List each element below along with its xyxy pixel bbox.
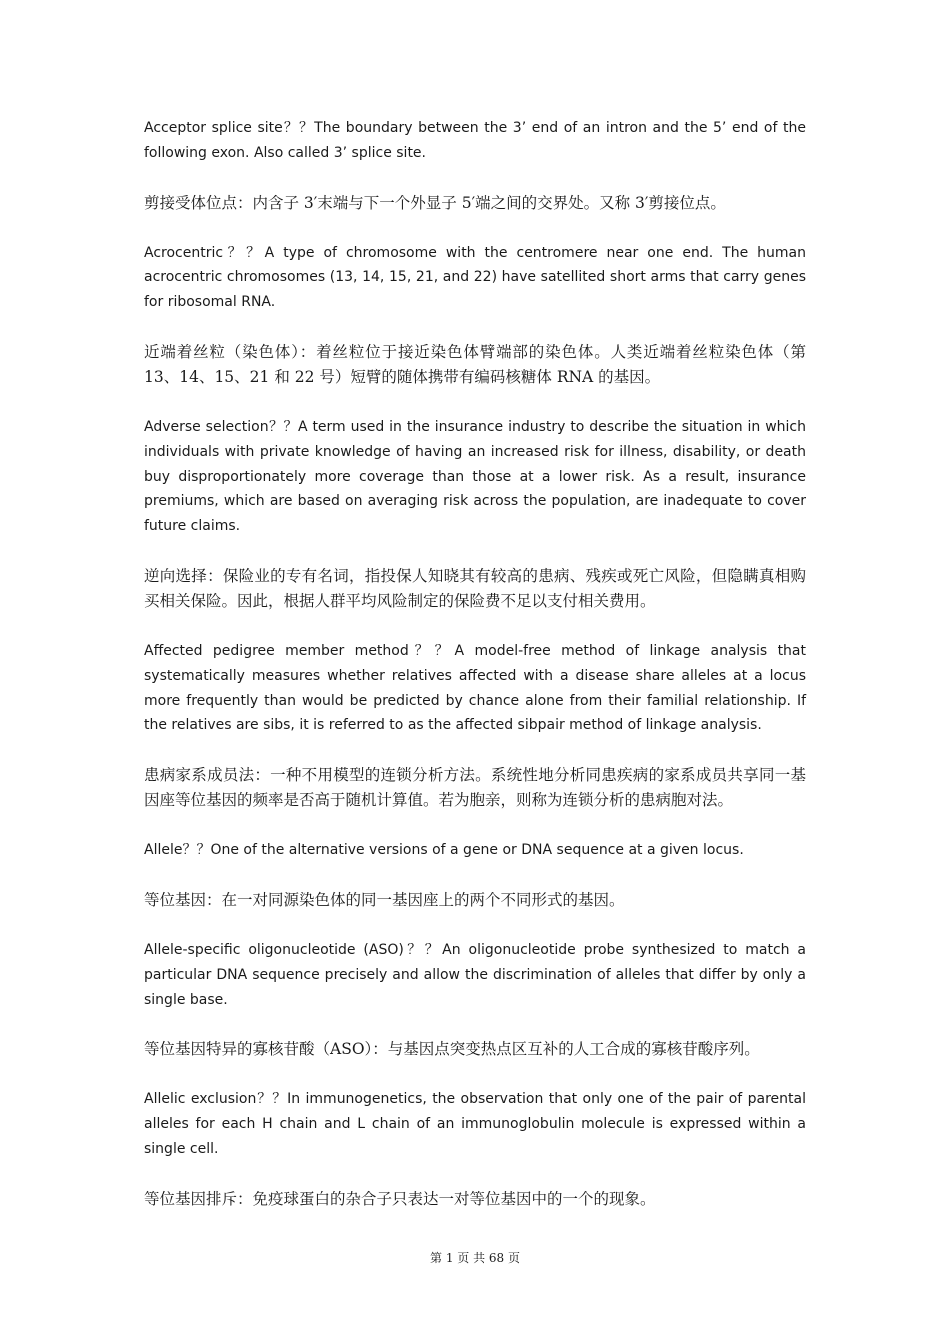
- entry-zh-affected-pedigree-member-method: 患病家系成员法：一种不用模型的连锁分析方法。系统性地分析同患疾病的家系成员共享同一基因座等位基因的频率是否高于随机计算值。若为胞亲，则称为连锁分析的患病胞对法。: [144, 766, 806, 810]
- entry-zh-allele-specific-oligonucleotide: 等位基因特异的寡核苷酸（ASO）：与基因点突变热点区互补的人工合成的寡核苷酸序列。: [144, 1040, 760, 1059]
- entry-en-adverse-selection: Adverse selection？？A term used in the insurance industry to describe the situation in which individuals with private knowledge of having an increased risk for illness, disability, or death buy disproportionately more coverage than those at a lower risk. As a result, insurance premiums, which are based on averaging risk across the population, are inadequate to cover future claims.: [144, 418, 806, 535]
- entry-en-allelic-exclusion: Allelic exclusion？？In immunogenetics, the observation that only one of the pair of parental alleles for each H chain and L chain of an immunoglobulin molecule is expressed within a single cell.: [144, 1091, 806, 1157]
- page-number-footer: 第 1 页 共 68 页: [430, 1251, 520, 1265]
- entry-en-acceptor-splice-site: Acceptor splice site？？The boundary between the 3’ end of an intron and the 5’ end of the following exon. Also called 3’ splice site.: [144, 120, 806, 161]
- entry-zh-acceptor-splice-site: 剪接受体位点：内含子 3′末端与下一个外显子 5′端之间的交界处。又称 3′剪接位点。: [144, 193, 726, 212]
- entry-zh-acrocentric: 近端着丝粒（染色体）：着丝粒位于接近染色体臂端部的染色体。人类近端着丝粒染色体（第 13、14、15、21 和 22 号）短臂的随体携带有编码核糖体 RNA 的基因。: [144, 342, 806, 386]
- entry-en-acrocentric: Acrocentric？？A type of chromosome with the centromere near one end. The human acrocentric chromosomes (13, 14, 15, 21, and 22) have satellited short arms that carry genes for ribosomal RNA.: [144, 244, 806, 311]
- entry-en-allele: Allele？？One of the alternative versions of a gene or DNA sequence at a given locus.: [144, 842, 744, 859]
- entry-en-allele-specific-oligonucleotide: Allele-specific oligonucleotide (ASO)？？An oligonucleotide probe synthesized to match a particular DNA sequence precisely and allow the discrimination of alleles that differ by only a single base.: [144, 941, 806, 1008]
- entry-zh-adverse-selection: 逆向选择：保险业的专有名词，指投保人知晓其有较高的患病、残疾或死亡风险，但隐瞒真相购买相关保险。因此，根据人群平均风险制定的保险费不足以支付相关费用。: [144, 566, 806, 610]
- page-content: [144, 116, 806, 1237]
- entry-zh-allele: 等位基因：在一对同源染色体的同一基因座上的两个不同形式的基因。: [144, 890, 625, 909]
- entry-zh-allelic-exclusion: 等位基因排斥：免疫球蛋白的杂合子只表达一对等位基因中的一个的现象。: [144, 1189, 656, 1208]
- entry-en-affected-pedigree-member-method: Affected pedigree member method？？A model-free method of linkage analysis that systematically measures whether relatives affected with a disease share alleles at a locus more frequently than would be predicted by chance alone from their familial relationship. If the relatives are sibs, it is referred to as the affected sibpair method of linkage analysis.: [144, 642, 806, 734]
